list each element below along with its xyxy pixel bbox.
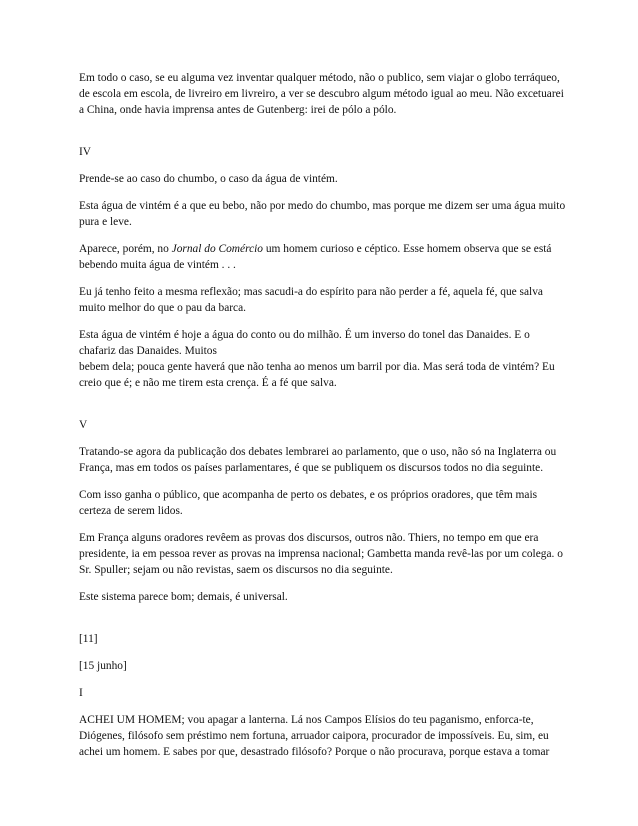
paragraph-jornal-end: um homem curioso e céptico. Esse homem observa que se está bebendo muita água de vintém . . . — [79, 243, 552, 271]
chronicle-date: [15 junho] — [79, 660, 127, 672]
paragraph-jornal — [79, 241, 569, 273]
paragraph-jornal-start: Aparece, porém, no — [79, 243, 172, 255]
newspaper-title: Jornal do Comércio — [171, 243, 263, 255]
chronicle-number: [11] — [79, 633, 98, 645]
section-heading-v: V — [79, 419, 88, 431]
section-heading-i: I — [79, 687, 83, 699]
paragraph-danaides — [79, 327, 569, 391]
section-heading-iv: IV — [79, 146, 92, 158]
paragraph-achei-homem: ACHEI UM HOMEM; vou apagar a lanterna. Lá nos Campos Elísios do teu paganismo, enforca-te, Diógenes, filósofo sem préstimo nem fortuna, arruador caipora, procurador de impossíveis. Eu, sim, eu achei um homem. E sabes por que, desastrado filósofo? Porque o não procurava, porque estava a tomar — [79, 714, 550, 758]
paragraph-danaides-line1: Esta água de vintém é hoje a água do conto ou do milhão. É um inverso do tonel das Danaides. E o chafariz das Danaides. Muitos — [79, 329, 530, 357]
paragraph-reflexao: Eu já tenho feito a mesma reflexão; mas sacudi-a do espírito para não perder a fé, aquela fé, que salva muito melhor do que o pau da barca. — [79, 286, 543, 314]
paragraph-debates: Tratando-se agora da publicação dos debates lembrarei ao parlamento, que o uso, não só na Inglaterra ou França, mas em todos os países parlamentares, é que se publiquem os discursos todos no dia seguinte. — [79, 446, 557, 474]
paragraph-franca: Em França alguns oradores revêem as provas dos discursos, outros não. Thiers, no tempo em que era presidente, ia em pessoa rever as provas na imprensa nacional; Gambetta manda revê-las por um colega. o Sr. Spuller; sejam ou não revistas, saem os discursos no dia seguinte. — [79, 532, 563, 576]
paragraph-sistema: Este sistema parece bom; demais, é universal. — [79, 591, 288, 603]
paragraph-publico: Com isso ganha o público, que acompanha de perto os debates, e os próprios oradores, que têm mais certeza de serem lidos. — [79, 489, 538, 517]
paragraph-metodo: Em todo o caso, se eu alguma vez inventar qualquer método, não o publico, sem viajar o globo terráqueo, de escola em escola, de livreiro em livreiro, a ver se descubro algum método igual ao meu. Não excetuarei a China, onde havia imprensa antes de Gutenberg: irei de pólo a pólo. — [79, 72, 564, 116]
document-page — [79, 70, 569, 771]
paragraph-chumbo: Prende-se ao caso do chumbo, o caso da água de vintém. — [79, 173, 338, 185]
paragraph-agua-vintem: Esta água de vintém é a que eu bebo, não por medo do chumbo, mas porque me dizem ser uma água muito pura e leve. — [79, 200, 566, 228]
paragraph-danaides-line2: bebem dela; pouca gente haverá que não tenha ao menos um barril por dia. Mas será toda de vintém? Eu creio que é; e não me tirem esta crença. É a fé que salva. — [79, 361, 555, 389]
